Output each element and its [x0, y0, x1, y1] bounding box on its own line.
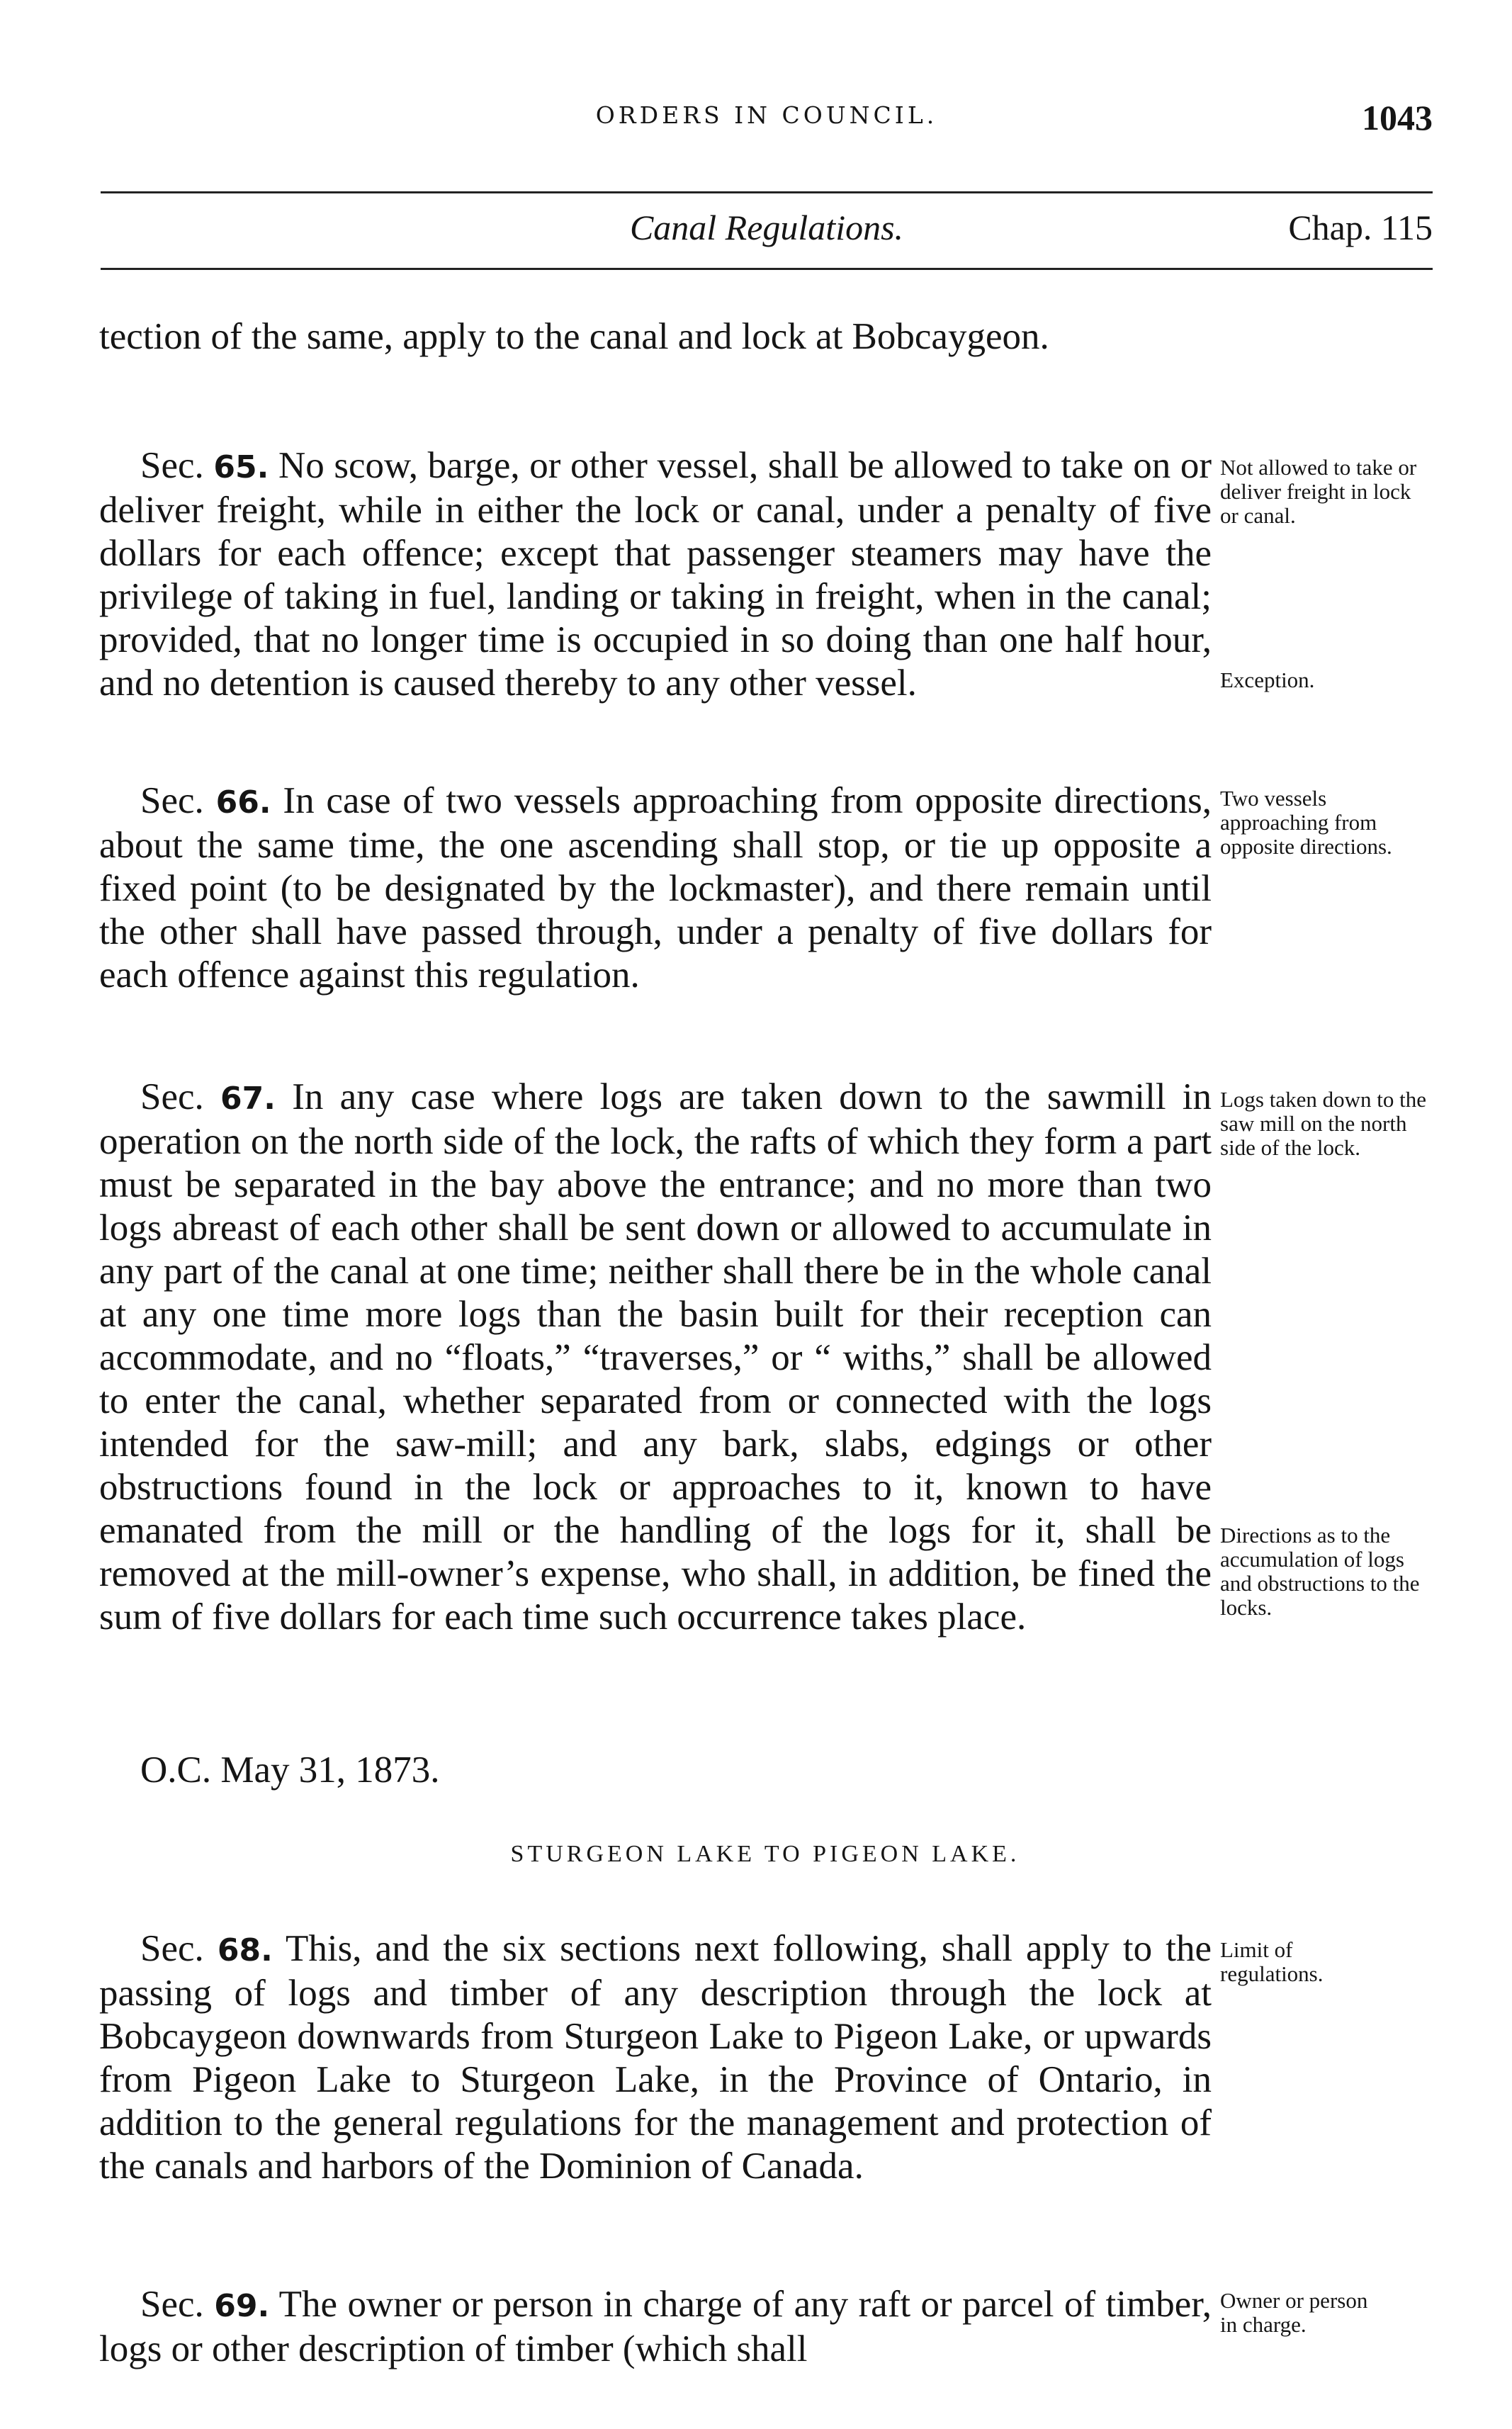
section-number: 65.	[213, 449, 269, 485]
section-number: 68.	[217, 1932, 273, 1968]
section-65	[99, 444, 1212, 705]
sidenote-68: Limit of regulations.	[1220, 1937, 1324, 1986]
header-rule-top	[101, 191, 1433, 193]
section-text: In any case where logs are taken down to the sawmill in operation on the north side of the lock, the rafts of which they form a part must be separated in the bay above the entrance; and no more than two logs abreast of each other shall be sent down or allowed to accumulate in any part of the canal at one time; neither shall there be in the whole canal at any one time more logs than the basin built for their reception can accommodate, and no “floats,” “traverses,” or “ withs,” shall be allowed to enter the canal, whether separated from or connected with the logs intended for the saw-mill; and any bark, slabs, edgings or other obstructions found in the lock or approaches to it, known to have emanated from the mill or the handling of the logs for it, shall be removed at the mill-owner’s expense, who shall, in addition, be fined the sum of five dollars for each time such occurrence takes place.	[99, 1076, 1212, 1638]
section-label: Sec.	[140, 445, 204, 486]
section-label: Sec.	[140, 1076, 204, 1117]
sidenote-67-logs: Logs taken down to the saw mill on the north side of the lock.	[1220, 1087, 1427, 1160]
header-rule-bottom	[101, 268, 1433, 270]
section-number: 66.	[215, 784, 271, 821]
section-text: No scow, barge, or other vessel, shall be allowed to take on or deliver freight, while in either the lock or canal, under a penalty of five dollars for each offence; except that passenger steamers may have the privilege of taking in fuel, landing or taking in freight, when in the canal; provided, that no longer time is occupied in so doing than one half hour, and no detention is caused thereby to any other vessel.	[99, 445, 1212, 704]
sidenote-65-exception: Exception.	[1220, 667, 1315, 692]
running-title: ORDERS IN COUNCIL.	[595, 101, 938, 129]
subhead	[101, 207, 1433, 257]
section-label: Sec.	[140, 2284, 204, 2325]
section-text: This, and the six sections next following, shall apply to the passing of logs and timber of any description through the lock at Bobcaygeon downwards from Sturgeon Lake to Pigeon Lake, or upwards from Pigeon Lake to Sturgeon Lake, in the Province of Ontario, in addition to the general regulations for the management and protection of the canals and harbors of the Dominion of Canada.	[99, 1928, 1212, 2187]
continuation-paragraph: tection of the same, apply to the canal and lock at Bobcaygeon.	[99, 316, 1049, 357]
section-text: In case of two vessels approaching from opposite directions, about the same time, the one ascending shall stop, or tie up opposite a fixed point (to be designated by the lockmaster), and there remain until the other shall have passed through, under a penalty of five dollars for each offence against this regulation.	[99, 780, 1212, 996]
section-67	[99, 1076, 1212, 1639]
section-heading: STURGEON LAKE TO PIGEON LAKE.	[510, 1841, 1020, 1867]
section-68	[99, 1927, 1212, 2188]
sidenote-69: Owner or person in charge.	[1220, 2288, 1368, 2337]
sidenote-66: Two vessels approaching from opposite directions.	[1220, 786, 1392, 859]
section-69	[99, 2283, 1212, 2371]
subhead-title: Canal Regulations.	[629, 208, 904, 247]
section-66	[99, 779, 1212, 997]
sidenote-67-directions: Directions as to the accumulation of logs and obstructions to the locks.	[1220, 1523, 1420, 1620]
running-head	[101, 98, 1433, 144]
order-in-council-date: O.C. May 31, 1873.	[140, 1749, 440, 1791]
sidenote-65-freight: Not allowed to take or deliver freight in lock or canal.	[1220, 455, 1417, 528]
section-label: Sec.	[140, 1928, 204, 1969]
section-label: Sec.	[140, 780, 204, 821]
chapter-reference: Chap. 115	[1288, 208, 1433, 247]
section-text: The owner or person in charge of any raft or parcel of timber, logs or other description of timber (which shall	[99, 2284, 1212, 2369]
page-number: 1043	[1362, 98, 1433, 137]
section-number: 67.	[220, 1081, 276, 1117]
section-number: 69.	[214, 2288, 270, 2324]
